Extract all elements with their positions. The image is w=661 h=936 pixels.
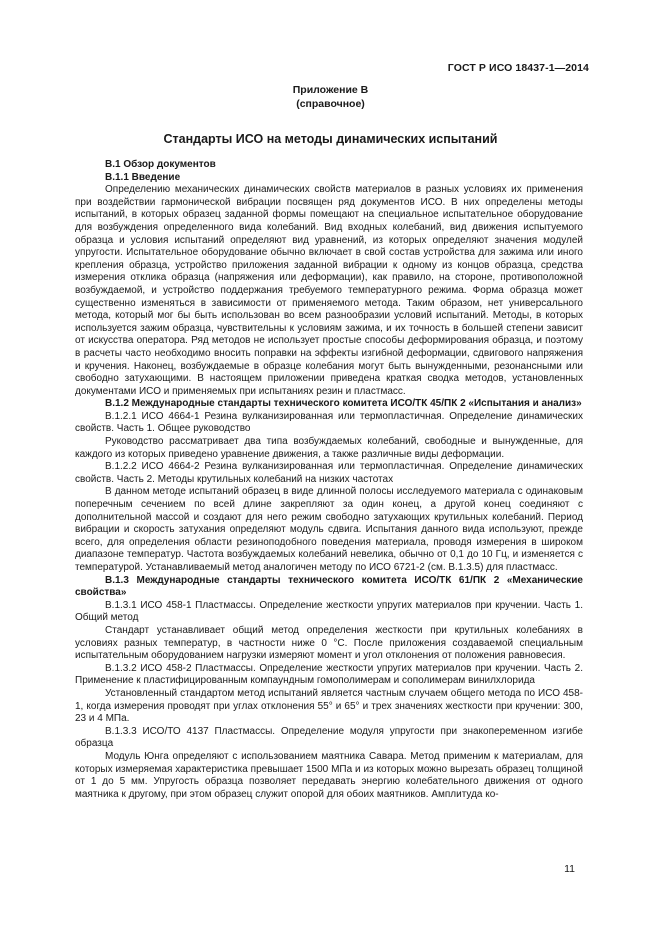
section-heading-b13: В.1.3 Международные стандарты технического комитета ИСО/ТК 61/ПК 2 «Механические свойства» xyxy=(75,574,583,599)
section-heading-b11: В.1.1 Введение xyxy=(105,171,181,183)
annex-heading xyxy=(0,83,661,111)
paragraph-b133-text: Модуль Юнга определяют с использованием маятника Савара. Метод применим к материалам, для которых измеряемая характеристика превышает 1500 МПа и из которых можно вырезать образец толщиной от 1 до 5 мм. Упругость образца позволяет передавать энергию колебательного движения от одного маятника к другому, при этом образец служит опорой для обоих маятников. Амплитуда ко- xyxy=(75,750,583,800)
section-heading-b12: В.1.2 Международные стандарты технического комитета ИСО/ТК 45/ПК 2 «Испытания и анализ» xyxy=(105,398,582,410)
paragraph-b121-text: Руководство рассматривает два типа возбуждаемых колебаний, свободные и вынужденные, для каждого из которых приведено уравнение движения, а также различные виды деформации. xyxy=(75,436,583,460)
section-heading-b1: В.1 Обзор документов xyxy=(105,159,216,170)
paragraph-b131-text: Стандарт устанавливает общий метод определения жесткости при крутильных колебаниях в условиях разных температур, в частности ниже 0 °С. После приложения создаваемой специальным испытательным оборудованием нагрузки измеряют момент и угол отклонения от положения равновесия. xyxy=(75,624,583,662)
document-body xyxy=(75,159,583,801)
main-title: Стандарты ИСО на методы динамических испытаний xyxy=(163,132,498,146)
standard-code: ГОСТ Р ИСО 18437-1—2014 xyxy=(447,62,589,74)
paragraph-b121-title: В.1.2.1 ИСО 4664-1 Резина вулканизированная или термопластичная. Определение динамических свойств. Часть 1. Общее руководство xyxy=(75,410,583,435)
annex-subtitle: (справочное) xyxy=(296,98,365,110)
paragraph-b132-title: В.1.3.2 ИСО 458-2 Пластмассы. Определение жесткости упругих материалов при кручении. Часть 2. Применение к пластифицированным компаундным гомополимерам и сополимерам винилхлорида xyxy=(75,662,583,687)
page-number: 11 xyxy=(564,863,575,875)
annex-title: Приложение В xyxy=(292,84,369,96)
paragraph-b131-title: В.1.3.1 ИСО 458-1 Пластмассы. Определение жесткости упругих материалов при кручении. Часть 1. Общий метод xyxy=(75,599,583,624)
paragraph-intro: Определению механических динамических свойств материалов в разных условиях их применения при воздействии гармонической вибрации посвящен ряд документов ИСО. В них определены методы испытаний, в которых образец заданной формы помещают на специальное испытательное оборудование для возбуждения определенного вида колебаний. Вид входных колебаний, вид движения испытуемого образца и условия испытаний определяют вид уравнений, из которых определяют значения модулей упругости. Испытательное оборудование обычно включает в свой состав устройства для зажима или иного крепления образца, устройство приложения заданной вибрации к одному из концов образца, средства измерения отклика образца (напряжения или деформации), как правило, на стороне, противоположной возбуждаемой, и устройство поддержания требуемого температурного режима. Форма образца может существенно изменяться в зависимости от применяемого метода. Таким образом, нет универсального метода, который мог бы быть использован во всем разнообразии условий испытаний. Методы, в которых используется зажим образца, чувствительны к условиям зажима, и их точность в большей степени зависит от искусства оператора. Ряд методов не использует простые способы деформирования образца, и поэтому в расчеты часто необходимо вносить поправки на эффекты изгибной деформации, сдвигового напряжения и кручения. Наконец, возбуждаемые в образце колебания могут быть вынужденными, резонансными или свободно затухающими. В настоящем приложении приведена краткая сводка методов, установленных документами ИСО и применяемых при испытаниях резин и пластмасс. xyxy=(75,184,583,397)
paragraph-b132-text: Установленный стандартом метод испытаний является частным случаем общего метода по ИСО 458-1, когда измерения проводят при углах отклонения 55° и 65° и трех значениях жесткости при кручении: 300, 23 и 4 МПа. xyxy=(75,687,583,725)
paragraph-b122-title: В.1.2.2 ИСО 4664-2 Резина вулканизированная или термопластичная. Определение динамических свойств. Часть 2. Методы крутильных колебаний на низких частотах xyxy=(75,461,583,485)
paragraph-b133-title: В.1.3.3 ИСО/ТО 4137 Пластмассы. Определение модуля упругости при знакопеременном изгибе образца xyxy=(75,725,583,750)
paragraph-b122-text: В данном методе испытаний образец в виде длинной полосы исследуемого материала с одинаковым поперечным сечением по всей длине закрепляют за один конец, а другой конец соединяют с дополнительной массой и создают для него режим свободно затухающих крутильных колебаний. Период вибрации и скорость затухания определяют модуль сдвига. Испытания данного вида используют, прежде всего, для определения области резиноподобного поведения материала, проводя измерения в широком диапазоне температур. Частота возбуждаемых колебаний невелика, обычно от 0,1 до 10 Гц, и изменяется с температурой. Устанавливаемый метод аналогичен методу по ИСО 6721-2 (см. В.1.3.5) для пластмасс. xyxy=(75,486,583,573)
